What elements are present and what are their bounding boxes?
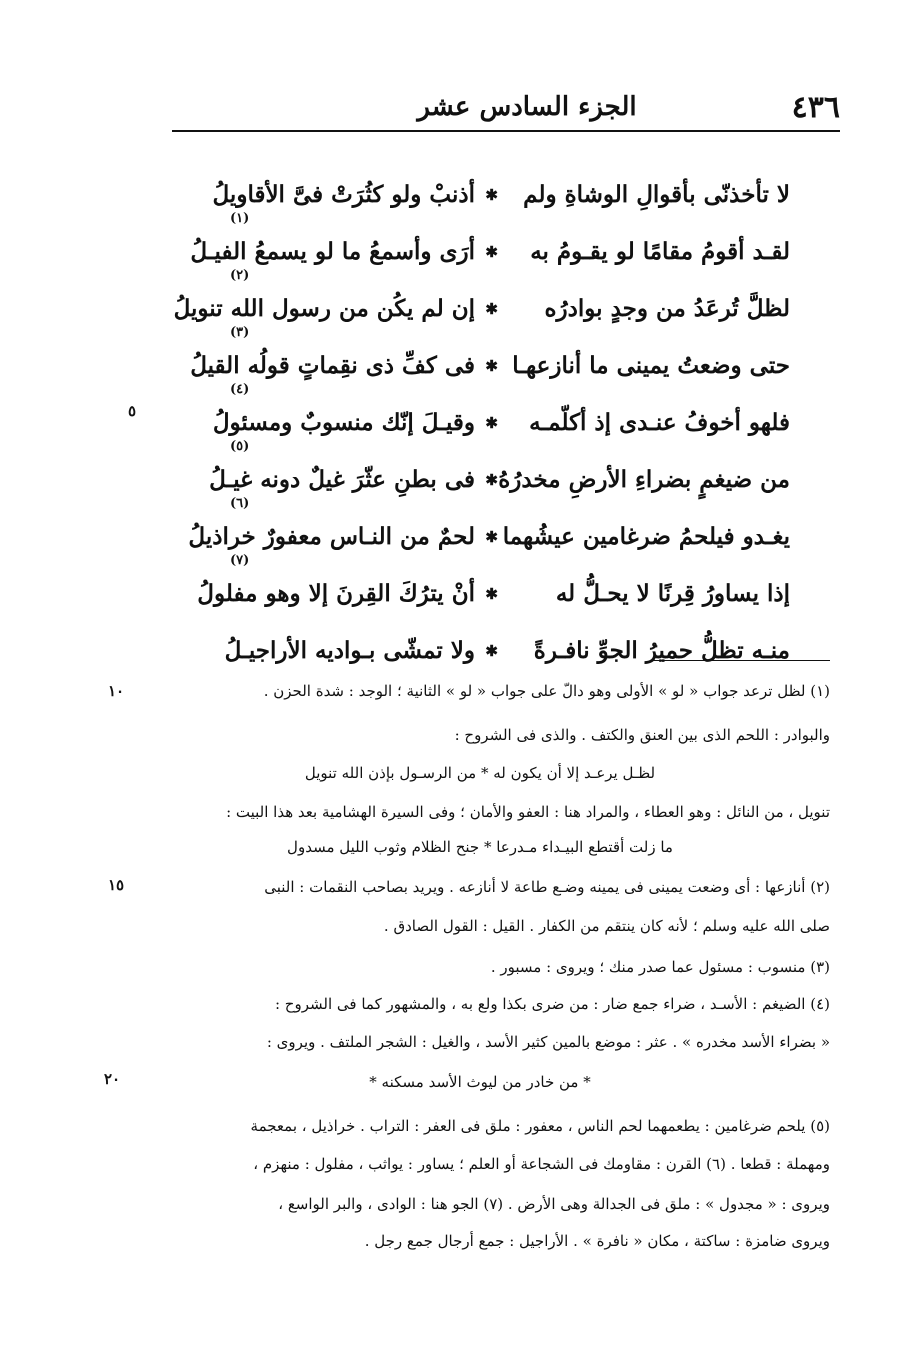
line-number-margin: ١٠ [108,682,125,700]
verse-second-hemistich: لحمٌ من النـاس معفورٌ خراذيلُ [188,523,475,550]
verse-second-hemistich: فى بطنِ عثّرَ غيلٌ دونه غيـلُ [209,466,475,493]
footnote-verse: ما زلت أقتطع البيـداء مـدرعا * جنح الظلام وثوب الليل مسدول [287,838,673,856]
line-number-margin: ٢٠ [104,1070,121,1088]
footnote-line: (٣) منسوب : مسئول عما صدر منك ؛ ويروى : مسبور . [490,958,830,976]
hemistich-separator-star: ✱ [485,357,498,375]
verse-second-hemistich: فى كفِّ ذى نقِماتٍ قولُه القيلُ [190,352,475,379]
verse [190,614,790,672]
footnote-marker: (٦) [230,496,250,511]
footnote-line: (١) لظل ترعد جواب « لو » الأولى وهو دالّ على جواب « لو » الثانية ؛ الوجد : شدة الحزن . [263,682,830,700]
footnote-line: تنويل ، من النائل : وهو العطاء ، والمراد هنا : العفو والأمان ؛ وفى السيرة الهشامية بعد هذا البيت : [226,803,830,821]
verse [173,268,790,330]
verse [190,325,790,387]
line-number-margin: ٥ [128,402,137,420]
footnote-marker: (٤) [230,382,250,397]
verse [190,382,790,444]
line-number-margin: ١٥ [108,876,125,894]
hemistich-separator-star: ✱ [485,528,498,546]
verse-first-hemistich: يغـدو فيلحمُ ضرغامين عيشُهما [502,523,790,550]
hemistich-separator-star: ✱ [485,186,498,204]
hemistich-separator-star: ✱ [485,414,498,432]
verse [190,553,790,615]
footnote-line: (٤) الضيغم : الأسـد ، ضراء جمع ضار : من ضرى بكذا ولع به ، والمشهور كما فى الشروح : [274,995,830,1013]
footnote-line: « بضراء الأسد مخدره » . عثر : موضع بالمين كثير الأسد ، والغيل : الشجر الملتف . ويروى : [266,1033,830,1051]
footnote-verse: * من خادر من ليوث الأسد مسكنه * [369,1073,591,1091]
verse-first-hemistich: حتى وضعتُ يمينى ما أنازعهـا [512,352,790,379]
footnote-verse: لظـل يرعـد إلا أن يكون له * من الرسـول بإذن الله تنويل [304,764,656,782]
footnote-line: ومهملة : قطعا . (٦) القرن : مقاومك فى الشجاعة أو العلم ؛ يساور : يواثب ، مفلول : منهزم ، [253,1155,830,1173]
footnote-marker: (٣) [230,325,250,340]
footnote-marker: (٢) [230,268,250,283]
page-number: ٤٣٦ [791,90,840,125]
verse-first-hemistich: لا تأخذنّى بأقوالِ الوشاةِ ولم [523,181,790,208]
verse-first-hemistich: فلهو أخوفُ عنـدى إذ أكلّمـه [529,409,790,436]
footnote-line: صلى الله عليه وسلم ؛ لأنه كان ينتقم من الكفار . القيل : القول الصادق . [383,917,830,935]
verse [190,211,790,273]
verse-second-hemistich: أرَى وأسمعُ ما لو يسمعُ الفيـلُ [190,238,475,265]
verse-second-hemistich: ولا تمشّى بـواديه الأراجيـلُ [224,637,475,664]
footnote-line: (٢) أنازعها : أى وضعت يمينى فى يمينه وضـع طاعة لا أنازعه . ويريد بصاحب النقمات : النبى [264,878,830,896]
verse [188,496,790,558]
hemistich-separator-star: ✱ [485,471,498,489]
footnote-marker: (٧) [230,553,250,568]
verse-second-hemistich: أنْ يترُكَ القِرنَ إلا وهو مفلولُ [197,580,475,607]
verse-first-hemistich: منـه تظلُّ حميرُ الجوِّ نافـرةً [533,637,790,664]
footnote-line: ويروى : « مجدول » : ملق فى الجدالة وهى الأرض . (٧) الجو هنا : الوادى ، والبر الواسع ، [278,1195,830,1213]
footnote-marker: (١) [230,211,250,226]
verse [190,158,790,216]
verse-first-hemistich: لظلَّ تُرعَدُ من وجدٍ بوادرُه [544,295,790,322]
footnote-line: (٥) يلحم ضرغامين : يطعمهما لحم الناس ، معفور : ملق فى العفر : التراب . خراذيل ، بمعجمة [250,1117,830,1135]
verse-second-hemistich: أذنبْ ولو كثُرَتْ فىَّ الأقاويلُ [212,181,475,208]
hemistich-separator-star: ✱ [485,585,498,603]
hemistich-separator-star: ✱ [485,243,498,261]
verse-second-hemistich: وقيـلَ إنّك منسوبٌ ومسئولُ [212,409,475,436]
footnote-line: والبوادر : اللحم الذى بين العنق والكتف . والذى فى الشروح : [454,726,830,744]
verse-first-hemistich: لقـد أقومُ مقامًا لو يقـومُ به [530,238,790,265]
hemistich-separator-star: ✱ [485,642,498,660]
verse-second-hemistich: إن لم يكُن من رسول الله تنويلُ [173,295,475,322]
verse [190,439,790,501]
verse-first-hemistich: من ضيغمٍ بضراءِ الأرضِ مخدرُهُ [498,466,790,493]
footnote-line: ويروى ضامزة : ساكتة ، مكان « نافرة » . الأراجيل : جمع أرجال جمع رجل . [364,1232,830,1250]
page-header [172,84,840,132]
footnote-separator [652,660,830,661]
running-title: الجزء السادس عشر [417,92,637,122]
verse-first-hemistich: إذا يساورُ قِرنًا لا يحـلُّ له [555,580,790,607]
footnote-marker: (٥) [230,439,250,454]
hemistich-separator-star: ✱ [485,300,498,318]
